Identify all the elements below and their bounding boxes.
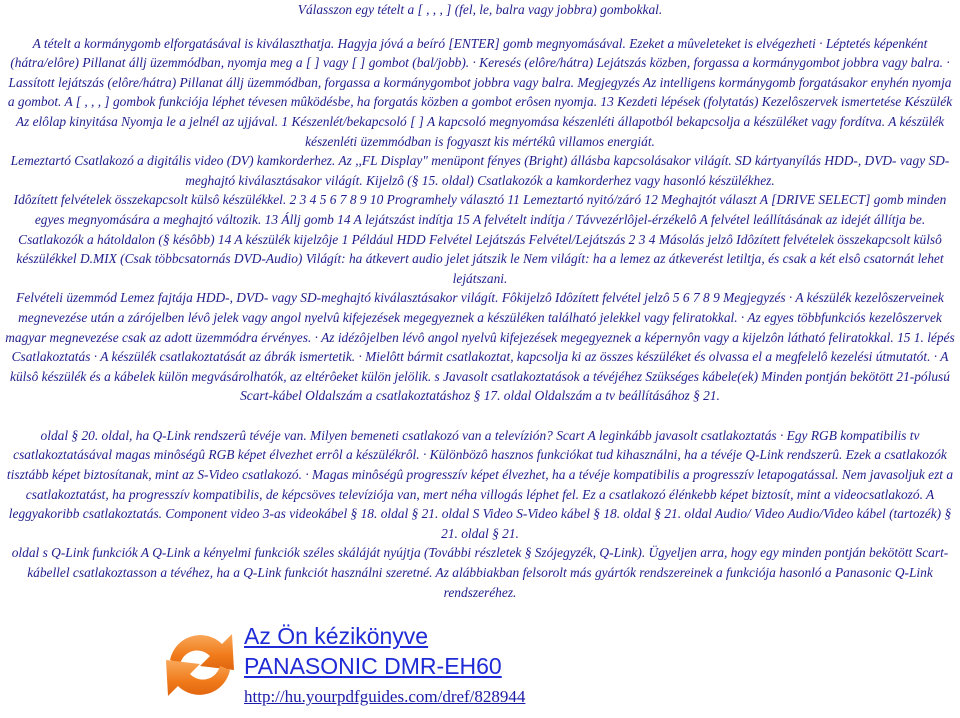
product-model-link[interactable]: PANASONIC DMR-EH60 [244,653,502,679]
paragraph-controls: A tételt a kormánygomb elforgatásával is kiválaszthatja. Hagyja jóvá a beíró [ENTER] gomb megnyomásával. Ezeket a mûveleteket is elvégezheti · Léptetés képenként (hátra/elôre) Pillanat állj üzemmódban, nyomja meg a [ ] vagy [ ] gombot (bal/jobb). · Keresés (elôre/hátra) Lejátszás közben, forgassa a kormánygombot jobbra vagy balra. · Lassított lejátszás (elôre/hátra) Pillanat állj üzemmódban, forgassa a kormánygombot jobbra vagy balra. Megjegyzés Az intelligens kormánygomb forgatásakor enyhén nyomja a gombot. A [ , , , ] gombok funkciója léphet tévesen mûködésbe, ha forgatás közben a gombot erôsen nyomja. 13 Kezdeti lépések (folytatás) Kezelôszervek ismertetése Készülék Az elôlap kinyitása Nyomja le a jelnél az ujjával. 1 Készenlét/bekapcsoló [ ] A kapcsoló megnyomása készenléti állapotból bekapcsolja a készüléket vagy fordítva. A készülék készenléti üzemmódban is fogyaszt kis mértékû villamos energiát. [7,35,953,149]
manual-url-link[interactable]: http://hu.yourpdfguides.com/dref/828944 [244,687,526,706]
paragraph-tv-connection: oldal § 20. oldal, ha Q-Link rendszerû tévéje van. Milyen bemeneti csatlakozó van a televízión? Scart A leginkább javasolt csatlakoztatás · Egy RGB kompatibilis tv csatlakoztatásával magas minôségû RGB képet élvezhet errôl a készülékrôl. · Különbözô hasznos funkciókat tud kihasználni, ha a tévéje Q-Link rendszerû. Ezek a csatlakozók tisztább képet biztosítanak, mint az S-Video csatlakozó. · Magas minôségû progresszív képet élvezhet, ha a tévéje kompatibilis a progresszív letapogatással. Nem javasoljuk ezt a csatlakoztatást, ha progresszív kompatibilis, de képcsöves televíziója van, mert néha villogás léphet fel. Ez a csatlakozó élénkebb képet biztosít, mint a videocsatlakozó. A leggyakoribb csatlakoztatás. Component video 3-as videokábel § 18. oldal § 21. oldal S Video S-Video kábel § 18. oldal § 21. oldal Audio/ Video Audio/Video kábel (tartozék) § 21. oldal § 21. [6,427,954,541]
spacer [0,406,960,426]
spacer [0,20,960,34]
footer-text [244,622,525,708]
paragraph-q-link: oldal s Q-Link funkciók A Q-Link a kényelmi funkciók széles skáláját nyújtja (További részletek § Szójegyzék, Q-Link). Ügyeljen arra, hogy egy minden pontján bekötött Scart-kábellel csatlakoztasson a tévéhez, ha a Q-Link funkciót használni szeretné. Az alábbiakban felsorolt más gyártók rendszereinek a funkciója hasonló a Panasonic Q-Link rendszeréhez. [11,545,949,600]
paragraph-timer-recording: Idôzített felvételek összekapcsolt külsô készülékkel. 2 3 4 5 6 7 8 9 10 Programhely választó 11 Lemeztartó nyitó/záró 12 Meghajtót választ A [DRIVE SELECT] gomb minden egyes megnyomására a meghajtó változik. 13 Állj gomb 14 A lejátszást indítja 15 A felvételt indítja / Távvezérlôjel-érzékelô A felvétel leállításának az idejét állítja be. Csatlakozók a hátoldalon (§ késôbb) 14 A készülék kijelzôje 1 Például HDD Felvétel Lejátszás Felvétel/Lejátszás 2 3 4 Másolás jelzô Idôzített felvételek összekapcsolt külsô készülékkel D.MIX (Csak többcsatornás DVD-Audio) Világít: ha átkevert audio jelet játszik le Nem világít: ha a lemez az átkeverést letiltja, és csak a két elsô csatornát lehet lejátszani. [13,192,947,286]
manual-footer [152,618,752,714]
manual-title-link[interactable]: Az Ön kézikönyve [244,623,429,649]
paragraph-select-item: Válasszon egy tételt a [ , , , ] (fel, le, balra vagy jobbra) gombokkal. [297,2,663,17]
paragraph-disc-tray: Lemeztartó Csatlakozó a digitális video (DV) kamkorderhez. Az ,,FL Display" menüpont fényes (Bright) állásba kapcsolásakor világít. SD kártyanyílás HDD-, DVD- vagy SD-meghajtó kiválasztásakor világít. Kijelzô (§ 15. oldal) Csatlakozók a kamkorderhez vagy hasonló készülékhez. [10,153,950,188]
orange-arrow-logo-icon [158,620,242,710]
paragraph-recording-mode: Felvételi üzemmód Lemez fajtája HDD-, DVD- vagy SD-meghajtó kiválasztásakor világít. Fôkijelzô Idôzített felvétel jelzô 5 6 7 8 9 Megjegyzés · A készülék kezelôszerveinek megnevezése után a zárójelben lévô jelek vagy angol nyelvû kifejezések megegyeznek a készüléken található jelekkel vagy feliratokkal. · Az egyes többfunkciós kezelôszervek magyar megnevezése csak az adott üzemmódra érvényes. · Az idézôjelben lévô angol nyelvû kifejezések megegyeznek a képernyôn vagy a kijelzôn látható feliratokkal. 15 1. lépés Csatlakoztatás · A készülék csatlakoztatását az ábrák ismertetik. · Mielôtt bármit csatlakoztat, kapcsolja ki az összes készüléket és olvassa el a megfelelô kezelési útmutatót. · A külsô készülék és a kábelek külön megvásárolhatók, az eltérôeket külön jelölik. s Javasolt csatlakoztatások a tévéjéhez Szükséges kábele(ek) Minden pontján bekötött 21-pólusú Scart-kábel Oldalszám a csatlakoztatáshoz § 17. oldal Oldalszám a tv beállításához § 21. [5,290,955,404]
